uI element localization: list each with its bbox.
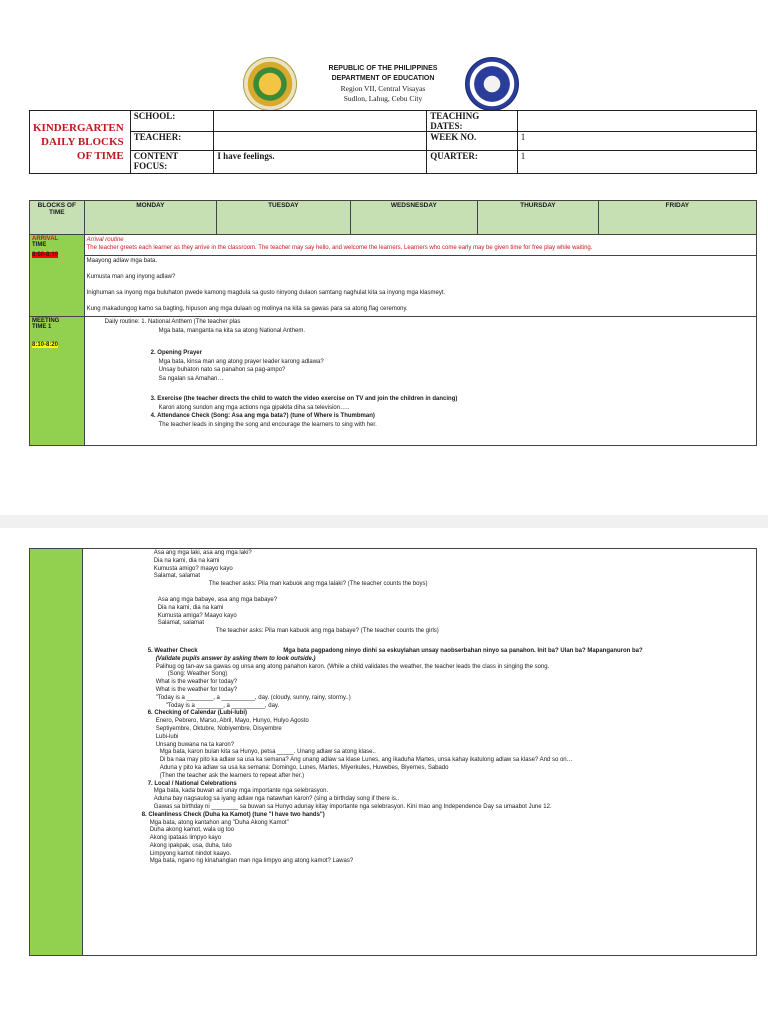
content-focus-value: I have feelings. [214,151,427,174]
meeting-line-8: Karon atong sundon ang mga actions nga gipakita diha sa television….. [158,404,350,411]
quarter-value: 1 [517,151,756,174]
page2-table [29,548,757,956]
wednesday-header: WEDSNESDAY [350,201,478,235]
meeting-line-7: 3. Exercise (the teacher directs the child to watch the video exercise on TV and join the children in dancing) [150,396,458,402]
meeting-line-9: 4. Attendance Check (Song: Asa ang mga bata?) (tune of Where is Thumbman) [150,413,375,419]
p2-line: "Today is a ________, a __________, day. (cloudy, sunny, rainy, stormy..) [155,694,351,701]
meeting-label: MEETING [32,318,60,324]
school-value [214,111,427,132]
p2-weather-row [84,648,755,656]
week-label: WEEK NO. [427,132,518,151]
meeting-line-4: Mga bata, kinsa man ang atong prayer leader karong adlawa? [158,358,324,365]
p2-line: Di ba naa may pito ka adlaw sa usa ka semana? Ang unang adlaw sa klase Lunes, ang ikaduha Martes, unsa kahay ikatulong adlaw sa klase? And so on… [159,757,573,764]
p2-line: 6. Checking of Calendar (Lubi-lubi) [147,710,248,717]
arrival-greetings-cell [84,256,756,317]
p2-line: Akong ipataas limpyo kayo [149,835,222,842]
week-value: 1 [517,132,756,151]
content-label: CONTENT [133,151,179,161]
tuesday-header: TUESDAY [217,201,350,235]
friday-header: FRIDAY [598,201,756,235]
p2-line: The teacher asks: Pila man kabuok ang mga babaye? (The teacher counts the girls) [215,628,439,635]
p2-line: Palihug og tan-aw sa gawas og unsa ang atong panahon karon. (While a child validates the weather, the teacher leads the class in singing the song. [155,663,550,670]
arrival-line-3: Inighuman sa inyong mga buluhaton pwede kamong magdula sa gusto ninyong dulaon samtang naghulat kita sa inyong mga klasmeyt. [86,290,446,296]
arrival-label: ARRIVAL [32,236,59,242]
meeting-line-3: 2. Opening Prayer [150,350,202,356]
page2-content-cell [82,549,756,956]
teaching-dates-value [517,111,756,132]
arrival-line-4: Kung makadungog kamo sa bagting, hipuson ang mga dulaan og molinya na kita sa gawas para sa atong flag ceremony. [86,306,408,312]
arrival-instruction: The teacher greets each learner as they arrive in the classroom. The teacher may say hello, and welcome the learners. Learners who come early may be given time for free play while waiting. [86,245,593,251]
arrival-routine-cell [84,235,756,256]
meeting-line-10: The teacher leads in singing the song and encourage the learners to sing with her. [158,421,377,428]
header-republic: REPUBLIC OF THE PHILIPPINES [328,65,438,72]
p2-line: Salamat, salamat [153,573,201,580]
document-header [295,64,471,104]
kindergarten-title: KINDERGARTEN DAILY BLOCKS OF TIME [30,111,131,174]
p2-line: (Song: Weather Song) [167,671,228,678]
teacher-value [214,132,427,151]
p2-line: Mga bata, ngano ng kinahanglan man nga limpyo ang atong kamot? Lawas? [149,858,354,865]
p2-line: Lubi-lubi [155,733,179,740]
meeting-line-5: Unsay buhaton nato sa panahon sa pag-ampo? [158,367,286,373]
deped-seal-logo [465,57,519,111]
meeting-line-6: Sa ngalan sa Amahan… [158,375,224,382]
p2-line: Akong ipakpak, usa, duha, tulo [149,842,232,849]
header-region: Region VII, Central Visayas [340,84,426,93]
content-focus-label [130,151,214,174]
meeting-time-range: 8:10-8:20 [32,342,59,348]
p2-line: 5. Weather Check [147,647,198,654]
p2-line: Asa ang mga laki, asa ang mga laki? [153,550,252,556]
p2-line: 8. Cleanliness Check (Duha ka Kamot) (tune "I have two hands") [141,811,325,818]
p2-line: Septiyembre, Oktubre, Nobiyembre, Disyembre [155,725,282,732]
p2-line: Enero, Pebrero, Marso, Abril, Mayo, Hunyo, Hulyo Agosto [155,718,309,725]
meeting-time-label: TIME 1 [32,324,52,330]
p2-line: Mga bata pagpadong ninyo dinhi sa eskuylahan unsay naobserbahan ninyo sa panahon. Init ba? Ulan ba? Mapanganuron ba? [283,647,643,654]
monday-header: MONDAY [84,201,216,235]
p2-line: Mga bata, kada buwan ad unay mga importante nga selebrasyon. [153,788,329,795]
focus-label: FOCUS: [133,161,168,171]
p2-line: 7. Local / National Celebrations [147,780,237,787]
meeting-line-2: Mga bata, manganta na kita sa atong National Anthem. [158,327,306,334]
arrival-routine-title: Arrival routine [86,237,124,243]
p2-line: Aduna y pito ka adlaw sa usa ka semana: Domingo, Lunes, Martes, Miyerkules, Huwebes, Biyernes, Sabado [159,764,449,771]
p2-line: Gawas sa birthday ni ________ sa buwan sa Hunyo adunay kitay importante nga selebrasyon. Kini mao ang Independence Day sa umaabot June 12. [153,803,552,810]
thursday-header: THURSDAY [478,201,599,235]
region-seal-logo [243,57,297,111]
blocks-of-time-header: BLOCKS OF TIME [30,201,85,235]
teaching-dates-label: TEACHING DATES: [427,111,518,132]
p2-line: Mga bata, karon bulan kita sa Hunyo, petsa _____. Unang adlaw sa atong klase.. [159,749,376,756]
meeting-line-1: Daily routine: 1. National Anthem (The teacher plas [104,319,241,325]
page-2 [0,528,768,1024]
meeting-content-cell [84,317,756,446]
teacher-label: TEACHER: [130,132,214,151]
p2-line: Duha akong kamot, wala ug too [149,827,235,834]
info-table [29,110,757,174]
p2-line: What is the weather for today? [155,686,238,693]
p2-line: The teacher asks: Pila man kabuok ang mga lalaki? (The teacher counts the boys) [208,581,428,588]
arrival-line-1: Maayong adlaw mga bata. [86,258,158,264]
p2-line: Aduna bay nagsaulog sa iyang adlaw nga natawhan karon? (sing a birthday song if there is.. [153,796,400,803]
p2-line: What is the weather for today? [155,679,238,686]
p2-line: Asa ang mga babaye, asa ang mga babaye? [157,596,278,603]
p2-line: Limpyong kamot nindot kaayo. [149,850,232,857]
p2-line: (Validate pupils answer by asking them to look outside.) [155,655,316,662]
p2-line: Salamat, salamat [157,620,205,627]
school-label: SCHOOL: [130,111,214,132]
arrival-time-range: 8:00-8:10 [32,252,59,258]
arrival-time-cell [30,235,85,317]
header-address: Sudlon, Lahug, Cebu City [343,94,423,103]
page2-green-cell [30,549,83,956]
p2-line: Unsang buwana na ta karon? [155,741,235,748]
blocks-table [29,200,757,446]
quarter-label: QUARTER: [427,151,518,174]
meeting-time-cell [30,317,85,446]
p2-line: Mga bata, atong kantahon ang "Duha Akong Kamot" [149,819,289,826]
arrival-line-2: Kumusta man ang inyong adlaw? [86,274,176,280]
p2-line: Dia na kami, dia na kami [157,604,224,611]
p2-line: (Then the teacher ask the learners to repeat after her.) [159,772,305,779]
p2-line: Dia na kami, dia na kami [153,557,220,564]
p2-line: Kumusta amigo? maayo kayo [153,565,233,572]
p2-line: "Today is a ________, a __________, day. [165,702,280,709]
header-department: DEPARTMENT OF EDUCATION [331,75,435,82]
p2-line: Kumusta amiga? Maayo kayo [157,612,237,619]
arrival-time-label: TIME [32,242,47,248]
